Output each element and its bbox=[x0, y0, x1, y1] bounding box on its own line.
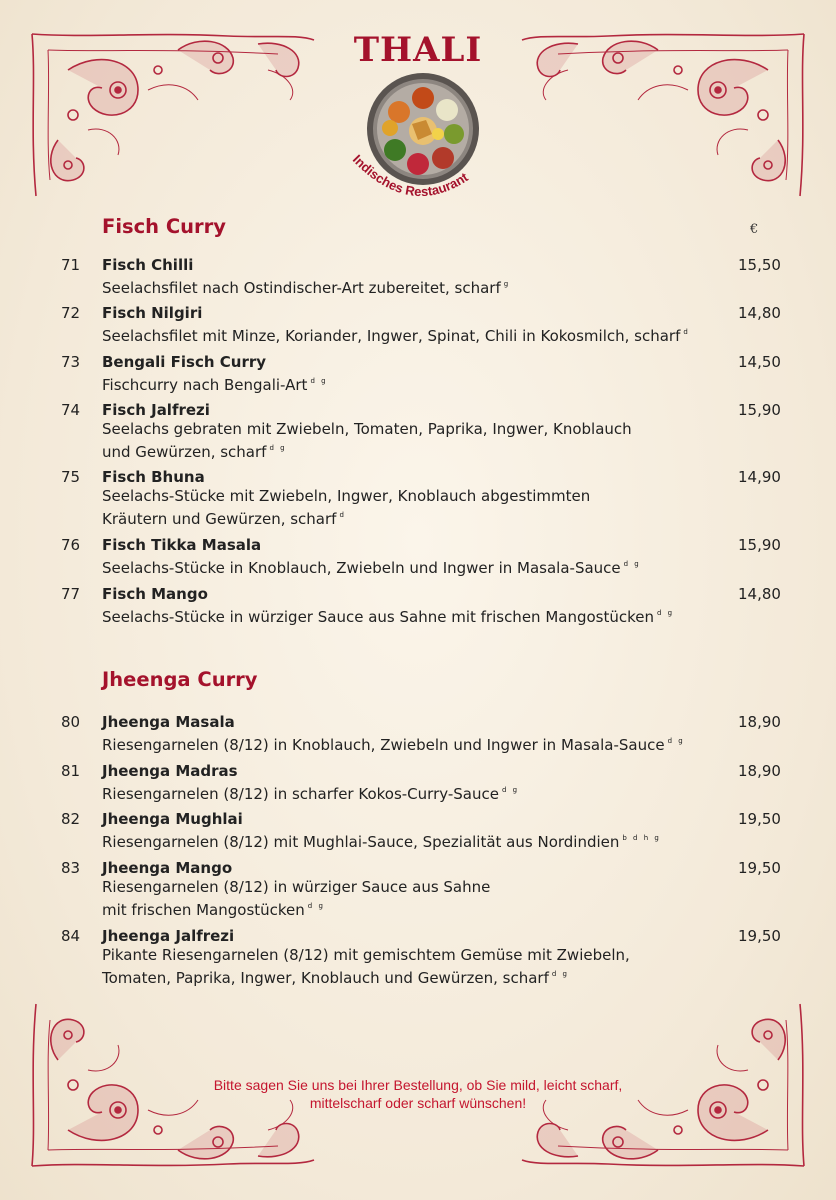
svg-text:Indisches Restaurant: Indisches Restaurant bbox=[349, 151, 471, 200]
item-name: Fisch Chilli bbox=[102, 256, 194, 274]
item-number: 72 bbox=[61, 304, 81, 322]
section-title-fisch-curry: Fisch Curry bbox=[102, 215, 226, 238]
allergen-codes: b d h g bbox=[622, 834, 661, 842]
item-name: Jheenga Mango bbox=[102, 859, 233, 877]
item-name: Fisch Bhuna bbox=[102, 468, 205, 486]
allergen-codes: g bbox=[503, 280, 511, 288]
restaurant-logo bbox=[338, 28, 498, 218]
allergen-codes: d g bbox=[310, 377, 328, 385]
item-name: Fisch Mango bbox=[102, 585, 208, 603]
item-description: Seelachsfilet nach Ostindischer-Art zubereitet, scharf $^g$ bbox=[102, 279, 511, 297]
item-name: Jheenga Mughlai bbox=[102, 810, 243, 828]
item-name: Jheenga Madras bbox=[102, 762, 238, 780]
item-price: 15,90 bbox=[738, 401, 781, 419]
allergen-codes: d g bbox=[657, 609, 675, 617]
item-price: 14,80 bbox=[738, 585, 781, 603]
item-description: Fischcurry nach Bengali-Art $^{d g}$ bbox=[102, 376, 328, 394]
item-price: 15,50 bbox=[738, 256, 781, 274]
item-name: Jheenga Jalfrezi bbox=[102, 927, 235, 945]
item-description: Seelachs gebraten mit Zwiebeln, Tomaten, Paprika, Ingwer, Knoblauch und Gewürzen, scharf $^{d g}$ bbox=[102, 420, 632, 461]
item-name: Fisch Nilgiri bbox=[102, 304, 203, 322]
paisley-ornament-top-right bbox=[518, 30, 808, 200]
item-description: Riesengarnelen (8/12) in würziger Sauce aus Sahne mit frischen Mangostücken $^{d g}$ bbox=[102, 878, 491, 919]
item-number: 74 bbox=[61, 401, 81, 419]
item-number: 71 bbox=[61, 256, 81, 274]
item-description: Seelachs-Stücke in würziger Sauce aus Sahne mit frischen Mangostücken $^{d g}$ bbox=[102, 608, 675, 626]
paisley-ornament-top-left bbox=[28, 30, 318, 200]
logo-title: THALI bbox=[353, 30, 483, 70]
allergen-codes: d bbox=[339, 511, 346, 519]
item-name: Fisch Jalfrezi bbox=[102, 401, 210, 419]
item-price: 18,90 bbox=[738, 762, 781, 780]
allergen-codes: d g bbox=[667, 737, 685, 745]
item-number: 82 bbox=[61, 810, 81, 828]
item-price: 19,50 bbox=[738, 927, 781, 945]
item-number: 81 bbox=[61, 762, 81, 780]
item-number: 76 bbox=[61, 536, 81, 554]
currency-label: € bbox=[750, 222, 759, 237]
item-price: 18,90 bbox=[738, 713, 781, 731]
logo-subtitle bbox=[338, 146, 498, 236]
item-price: 15,90 bbox=[738, 536, 781, 554]
item-description: Seelachs-Stücke mit Zwiebeln, Ingwer, Knoblauch abgestimmten Kräutern und Gewürzen, scharf $^d$ bbox=[102, 487, 591, 528]
allergen-codes: d g bbox=[551, 970, 569, 978]
item-description: Seelachsfilet mit Minze, Koriander, Ingwer, Spinat, Chili in Kokosmilch, scharf $^d$ bbox=[102, 327, 690, 345]
item-number: 75 bbox=[61, 468, 81, 486]
item-price: 14,90 bbox=[738, 468, 781, 486]
item-price: 19,50 bbox=[738, 810, 781, 828]
item-number: 77 bbox=[61, 585, 81, 603]
item-description: Riesengarnelen (8/12) in Knoblauch, Zwiebeln und Ingwer in Masala-Sauce $^{d g}$ bbox=[102, 736, 685, 754]
item-description: Pikante Riesengarnelen (8/12) mit gemischtem Gemüse mit Zwiebeln, Tomaten, Paprika, Ingwer, Knoblauch und Gewürzen, scharf $^{d g}$ bbox=[102, 946, 630, 987]
section-title-jheenga-curry: Jheenga Curry bbox=[102, 668, 258, 691]
item-description: Seelachs-Stücke in Knoblauch, Zwiebeln und Ingwer in Masala-Sauce $^{d g}$ bbox=[102, 559, 641, 577]
item-price: 19,50 bbox=[738, 859, 781, 877]
item-number: 83 bbox=[61, 859, 81, 877]
item-name: Bengali Fisch Curry bbox=[102, 353, 267, 371]
item-name: Fisch Tikka Masala bbox=[102, 536, 262, 554]
item-name: Jheenga Masala bbox=[102, 713, 235, 731]
item-description: Riesengarnelen (8/12) in scharfer Kokos-Curry-Sauce $^{d g}$ bbox=[102, 785, 520, 803]
spiciness-note: Bitte sagen Sie uns bei Ihrer Bestellung, ob Sie mild, leicht scharf, mittelscharf oder scharf wünschen! bbox=[213, 1077, 623, 1111]
item-number: 73 bbox=[61, 353, 81, 371]
allergen-codes: d g bbox=[269, 444, 287, 452]
item-number: 84 bbox=[61, 927, 81, 945]
allergen-codes: d bbox=[683, 328, 690, 336]
item-price: 14,50 bbox=[738, 353, 781, 371]
item-number: 80 bbox=[61, 713, 81, 731]
allergen-codes: d g bbox=[623, 560, 641, 568]
allergen-codes: d g bbox=[501, 786, 520, 794]
item-description: Riesengarnelen (8/12) mit Mughlai-Sauce, Spezialität aus Nordindien $^{b d h g}$ bbox=[102, 833, 661, 851]
item-price: 14,80 bbox=[738, 304, 781, 322]
allergen-codes: d g bbox=[307, 902, 325, 910]
